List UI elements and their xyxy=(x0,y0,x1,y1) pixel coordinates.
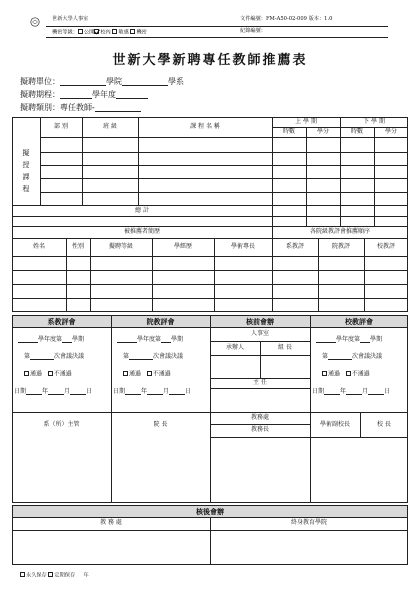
dept-meeting-line: 學年度第 學期 xyxy=(18,337,84,343)
college-result: 通過 不通過 xyxy=(123,371,171,378)
lower-hours-header: 時數 xyxy=(350,128,363,135)
lower-semester-header: 下 學 期 xyxy=(363,118,385,125)
col-college-review: 院教評 xyxy=(331,243,350,250)
period-line: 擬聘期程： 學年度 xyxy=(20,91,148,99)
form-title: 世新大學新聘專任教師推薦表 xyxy=(112,53,308,68)
total-label: 總 計 xyxy=(135,207,149,214)
univ-session-line: 第 次會議決議 xyxy=(322,353,383,360)
dept-session-line: 第 次會議決議 xyxy=(24,353,85,360)
univ-date: 日期 年 月 日 xyxy=(312,388,391,395)
university-logo xyxy=(30,12,40,22)
univ-committee-header: 校教評會 xyxy=(345,317,373,326)
college-pass-checkbox[interactable] xyxy=(123,371,128,376)
dept-pass-checkbox[interactable] xyxy=(24,371,29,376)
dept-fail-checkbox[interactable] xyxy=(48,371,53,376)
header-rule-top xyxy=(46,26,388,27)
col-course-header: 課 程 名 稱 xyxy=(190,123,220,130)
post-review-header: 核後會辦 xyxy=(196,507,224,516)
org-name: 世新大學人事室 xyxy=(52,16,89,22)
record-number: 紀錄編號： xyxy=(240,28,266,34)
year-field-2[interactable] xyxy=(116,98,148,99)
col-univ-review: 校教評 xyxy=(376,243,395,250)
unit-line: 擬聘單位： 學院 學系 xyxy=(20,77,184,86)
univ-pass-checkbox[interactable] xyxy=(322,371,327,376)
academic-office-label: 教 務 處 xyxy=(100,519,122,526)
col-dept-review: 系教評 xyxy=(285,243,304,250)
academic-dean-label: 教務長 xyxy=(250,426,269,433)
type-line: 擬聘類別：專任教師- xyxy=(20,104,141,112)
resume-header: 被推薦者簡歷 xyxy=(123,228,160,235)
retention-options: 永久保存 定期保存 年 xyxy=(20,572,89,579)
dept-date: 日期 年 月 日 xyxy=(14,388,93,395)
col-gender: 性別 xyxy=(71,243,84,250)
college-meeting-line: 學年度第 學期 xyxy=(117,337,183,343)
checkbox-sensitive[interactable] xyxy=(112,29,117,34)
upper-hours-header: 時數 xyxy=(282,128,295,135)
year-field[interactable] xyxy=(60,98,92,99)
personnel-office-label: 人事室 xyxy=(250,330,269,337)
handler-label: 承辦人 xyxy=(225,344,244,351)
college-committee-header: 院教評會 xyxy=(146,317,175,326)
vice-president-label: 學術副校長 xyxy=(319,421,350,428)
col-dept-header: 部 別 xyxy=(54,123,68,130)
periodic-checkbox[interactable] xyxy=(48,572,53,577)
univ-result: 通過 不通過 xyxy=(322,371,370,378)
college-fail-checkbox[interactable] xyxy=(147,371,152,376)
col-name: 姓名 xyxy=(32,243,45,250)
upper-credits-header: 學分 xyxy=(316,128,329,135)
college-date: 日期 年 月 日 xyxy=(113,388,192,395)
checkbox-internal[interactable] xyxy=(94,29,99,34)
doc-number: 文件編號：FM-A50-02-009 版本：1.0 xyxy=(240,16,333,22)
col-background: 學經歷 xyxy=(173,243,192,250)
college-field[interactable] xyxy=(60,85,106,86)
dept-result: 通過 不通過 xyxy=(24,371,72,378)
checkbox-confidential[interactable] xyxy=(130,29,135,34)
dept-head-label: 系（所）主管 xyxy=(43,421,80,428)
checkbox-public[interactable] xyxy=(78,29,83,34)
univ-meeting-line: 學年度第 學期 xyxy=(316,337,382,343)
lower-credits-header: 學分 xyxy=(384,128,397,135)
univ-fail-checkbox[interactable] xyxy=(346,371,351,376)
col-class-header: 班 級 xyxy=(103,123,117,130)
dept-committee-header: 系教評會 xyxy=(47,317,76,326)
college-session-line: 第 次會議決議 xyxy=(123,353,184,360)
col-expertise: 學術專長 xyxy=(230,243,255,250)
col-rank: 擬聘等級 xyxy=(108,243,133,250)
permanent-checkbox[interactable] xyxy=(20,572,25,577)
president-label: 校 長 xyxy=(377,421,391,428)
academic-affairs-label: 教務處 xyxy=(250,414,269,421)
upper-semester-header: 上 學 期 xyxy=(295,118,317,125)
section-chief-label: 組 長 xyxy=(278,344,292,351)
director-label: 主 任 xyxy=(253,379,267,386)
continuing-ed-label: 終身教育學院 xyxy=(290,519,327,526)
header-rule-bottom xyxy=(46,37,388,38)
ranking-header: 各院級教評會推薦順序 xyxy=(309,228,370,235)
dean-label: 院 長 xyxy=(153,421,168,428)
security-level: 機密等級： 公開 校內 敏感 機密 xyxy=(52,29,147,36)
pre-review-header: 核前會辦 xyxy=(246,317,274,326)
dept-field[interactable] xyxy=(122,85,168,86)
type-field[interactable] xyxy=(95,111,141,112)
proposed-courses-label: 擬 授 課 程 xyxy=(22,149,30,193)
